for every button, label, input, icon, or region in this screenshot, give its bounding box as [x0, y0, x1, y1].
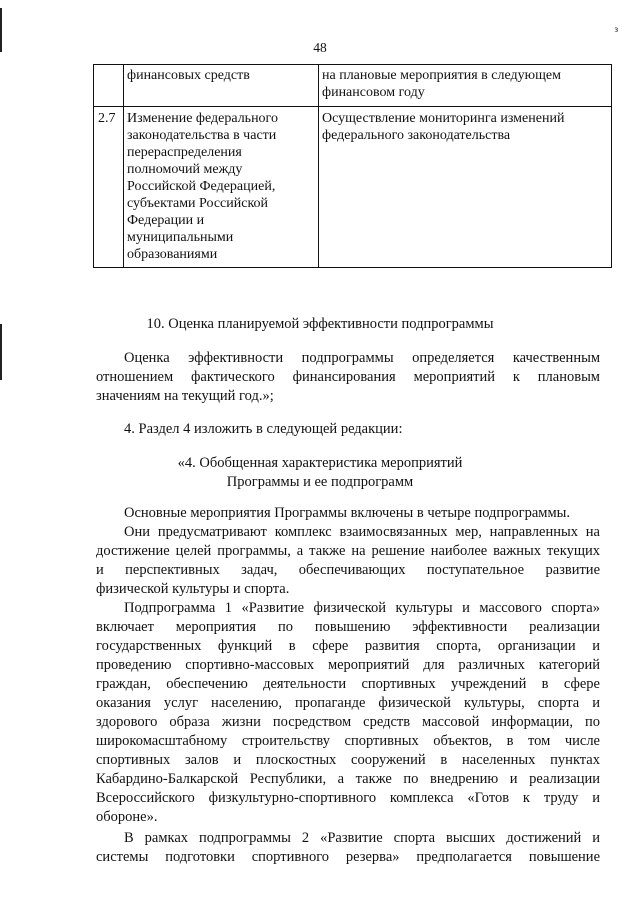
paragraph-line: включает мероприятия по повышению эффективности реализации	[96, 619, 600, 635]
cell-text: Изменение федерального	[127, 111, 278, 126]
row-number: 2.7	[94, 107, 124, 268]
section-10-heading: 10. Оценка планируемой эффективности подпрограммы	[146, 316, 494, 332]
cell-text: законодательства в части	[127, 128, 277, 143]
measure-action-cell	[319, 107, 612, 268]
section-4-subheading: Программы и ее подпрограмм	[226, 474, 414, 490]
cell-text: муниципальными	[127, 230, 234, 245]
cell-text: образованиями	[127, 247, 218, 262]
paragraph-line: В рамках подпрограммы 2 «Развитие спорта высших достижений и	[124, 830, 600, 846]
cell-text: Федерации и	[127, 213, 205, 228]
cell-text: Осуществление мониторинга изменений	[322, 111, 565, 126]
cell-text: перераспределения	[127, 145, 242, 160]
paragraph-line: государственных функций в сфере развития спорта, организации и	[96, 638, 600, 654]
paragraph-line: оказания услуг населению, пропаганде физической культуры, спорта и	[96, 695, 600, 711]
cell-text: финансовых средств	[127, 68, 250, 83]
paragraph-line: отношением фактического финансирования мероприятий к плановым	[96, 369, 600, 385]
paragraph-line: обороне».	[96, 809, 158, 825]
cell-text: на плановые мероприятия в следующем	[322, 68, 561, 83]
measure-name-cell	[124, 65, 319, 107]
paragraph-line: Подпрограмма 1 «Развитие физической культуры и массового спорта»	[124, 600, 600, 616]
paragraph-line: Оценка эффективности подпрограммы определяется качественным	[124, 350, 600, 366]
paragraph-line: системы подготовки спортивного резерва» предполагается повышение	[96, 849, 600, 865]
cell-text: Российской Федерацией,	[127, 179, 276, 194]
cell-text: полномочий между	[127, 162, 243, 177]
paragraph-line: достижение целей программы, а также на решение наиболее важных текущих	[96, 543, 600, 559]
paragraph-line: спортивных залов и плоскостных сооружений в населенных пунктах	[96, 752, 600, 768]
paragraph-line: Кабардино-Балкарской Республики, а также по внедрению и реализации	[96, 771, 600, 787]
paragraph-line: Всероссийского физкультурно-спортивного комплекса «Готов к труду и	[96, 790, 600, 806]
table-row	[94, 107, 612, 268]
paragraph-line: проведению спортивно-массовых мероприятий для различных категорий	[96, 657, 600, 673]
measure-name-cell	[124, 107, 319, 268]
paragraph-line: широкомасштабному строительству спортивных объектов, в том числе	[96, 733, 600, 749]
table-row	[94, 65, 612, 107]
paragraph-line: и перспективных задач, обеспечивающих поступательное развитие	[96, 562, 600, 578]
section-4-heading: «4. Обобщенная характеристика мероприятий	[177, 455, 463, 471]
row-number	[94, 65, 124, 107]
paragraph-line: Они предусматривают комплекс взаимосвязанных мер, направленных на	[124, 524, 600, 540]
paragraph-line: значениям на текущий год.»;	[96, 388, 274, 404]
paragraph-line: Основные мероприятия Программы включены в четыре подпрограммы.	[124, 505, 571, 521]
cell-text: субъектами Российской	[127, 196, 269, 211]
paragraph-line: здорового образа жизни посредством средств массовой информации, по	[96, 714, 600, 730]
measure-action-cell	[319, 65, 612, 107]
cell-text: финансовом году	[322, 85, 425, 100]
instruction-line: 4. Раздел 4 изложить в следующей редакции:	[124, 421, 403, 437]
cell-text: федерального законодательства	[322, 128, 511, 143]
paragraph-line: граждан, обеспечению деятельности спортивных учреждений в сфере	[96, 676, 600, 692]
measures-table	[93, 64, 612, 268]
corner-mark: з	[614, 24, 618, 34]
paragraph-line: физической культуры и спорта.	[96, 581, 290, 597]
page-number: 48	[313, 40, 327, 55]
